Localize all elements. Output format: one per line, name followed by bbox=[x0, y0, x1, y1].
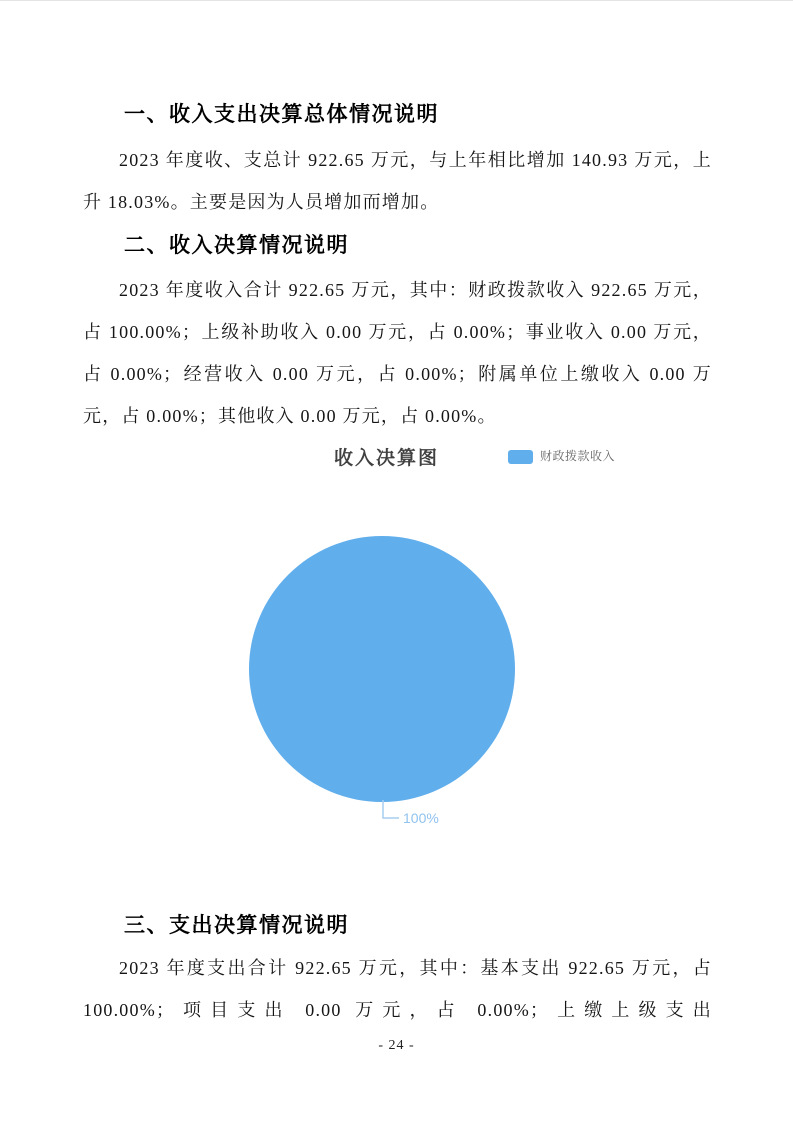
section-2-heading: 二、收入决算情况说明 bbox=[124, 233, 349, 257]
section-1-paragraph: 2023 年度收、支总计 922.65 万元，与上年相比增加 140.93 万元，上升 18.03%。主要是因为人员增加而增加。 bbox=[83, 150, 712, 212]
page-top-edge bbox=[0, 0, 793, 1]
chart-legend bbox=[508, 449, 615, 464]
section-3-heading: 三、支出决算情况说明 bbox=[124, 913, 349, 937]
legend-label: 财政拨款收入 bbox=[540, 449, 616, 463]
legend-swatch-icon bbox=[508, 450, 533, 464]
chart-title: 收入决算图 bbox=[334, 448, 440, 469]
section-3-paragraph: 2023 年度支出合计 922.65 万元，其中：基本支出 922.65 万元，占 100.00%；项目支出 0.00 万元，占 0.00%；上缴上级支出 bbox=[83, 958, 712, 1020]
pie-slice bbox=[249, 536, 515, 802]
pie-chart bbox=[242, 529, 542, 829]
pie-label-leader-line bbox=[383, 800, 399, 818]
page-number: - 24 - bbox=[378, 1038, 415, 1053]
pie-slice-label: 100% bbox=[403, 810, 439, 826]
section-1-heading: 一、收入支出决算总体情况说明 bbox=[124, 102, 439, 126]
section-2-paragraph: 2023 年度收入合计 922.65 万元，其中：财政拨款收入 922.65 万元，占 100.00%；上级补助收入 0.00 万元，占 0.00%；事业收入 0.00 万元，占 0.00%；经营收入 0.00 万元，占 0.00%；附属单位上缴收入 0.00 万元，占 0.00%；其他收入 0.00 万元，占 0.00%。 bbox=[83, 280, 712, 426]
